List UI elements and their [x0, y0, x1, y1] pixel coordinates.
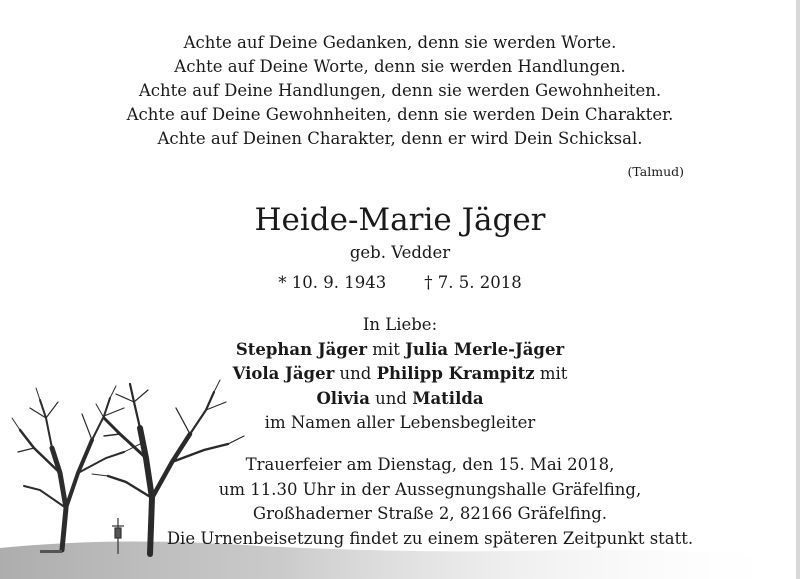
- birth-date: * 10. 9. 1943: [278, 273, 387, 292]
- death-date: † 7. 5. 2018: [424, 273, 522, 292]
- deceased-name: Heide-Marie Jäger: [254, 202, 546, 238]
- quote-line: Achte auf Deine Gewohnheiten, denn sie werden Dein Charakter.: [126, 105, 674, 124]
- service-line: um 11.30 Uhr in der Aussegnungshalle Gräfelfing,: [218, 479, 642, 499]
- mourner-name: Stephan Jäger: [235, 339, 368, 359]
- quote-source: (Talmud): [627, 164, 684, 179]
- mourner-name: Matilda: [412, 388, 484, 408]
- page-edge: [796, 0, 800, 579]
- quote-line: Achte auf Deine Gedanken, denn sie werden Worte.: [183, 33, 617, 52]
- mourners-intro: In Liebe:: [362, 315, 438, 334]
- mourners-closing: im Namen aller Lebensbegleiter: [264, 413, 536, 432]
- quote-line: Achte auf Deinen Charakter, denn er wird Dein Schicksal.: [157, 129, 643, 148]
- mourner-name: Olivia: [316, 388, 370, 408]
- mourner-line: Viola Jäger und Philipp Krampitz mit: [232, 364, 568, 383]
- service-line: Trauerfeier am Dienstag, den 15. Mai 2018,: [245, 455, 615, 474]
- mourner-line: Olivia und Matilda: [316, 388, 484, 408]
- quote-line: Achte auf Deine Worte, denn sie werden Handlungen.: [174, 57, 626, 76]
- mourner-line: Stephan Jäger mit Julia Merle-Jäger: [235, 339, 565, 359]
- service-line: Großhaderner Straße 2, 82166 Gräfelfing.: [252, 504, 608, 523]
- birth-name: geb. Vedder: [349, 243, 451, 262]
- mourner-name: Julia Merle-Jäger: [405, 339, 565, 359]
- service-line: Die Urnenbeisetzung findet zu einem späteren Zeitpunkt statt.: [166, 528, 694, 548]
- mourner-name: Philipp Krampitz: [376, 364, 535, 383]
- life-dates: [0, 273, 800, 292]
- mourners-block: [0, 313, 800, 436]
- service-details: [0, 453, 800, 551]
- quote-block: [0, 31, 800, 151]
- mourner-name: Viola Jäger: [232, 364, 335, 383]
- quote-line: Achte auf Deine Handlungen, denn sie werden Gewohnheiten.: [138, 81, 662, 100]
